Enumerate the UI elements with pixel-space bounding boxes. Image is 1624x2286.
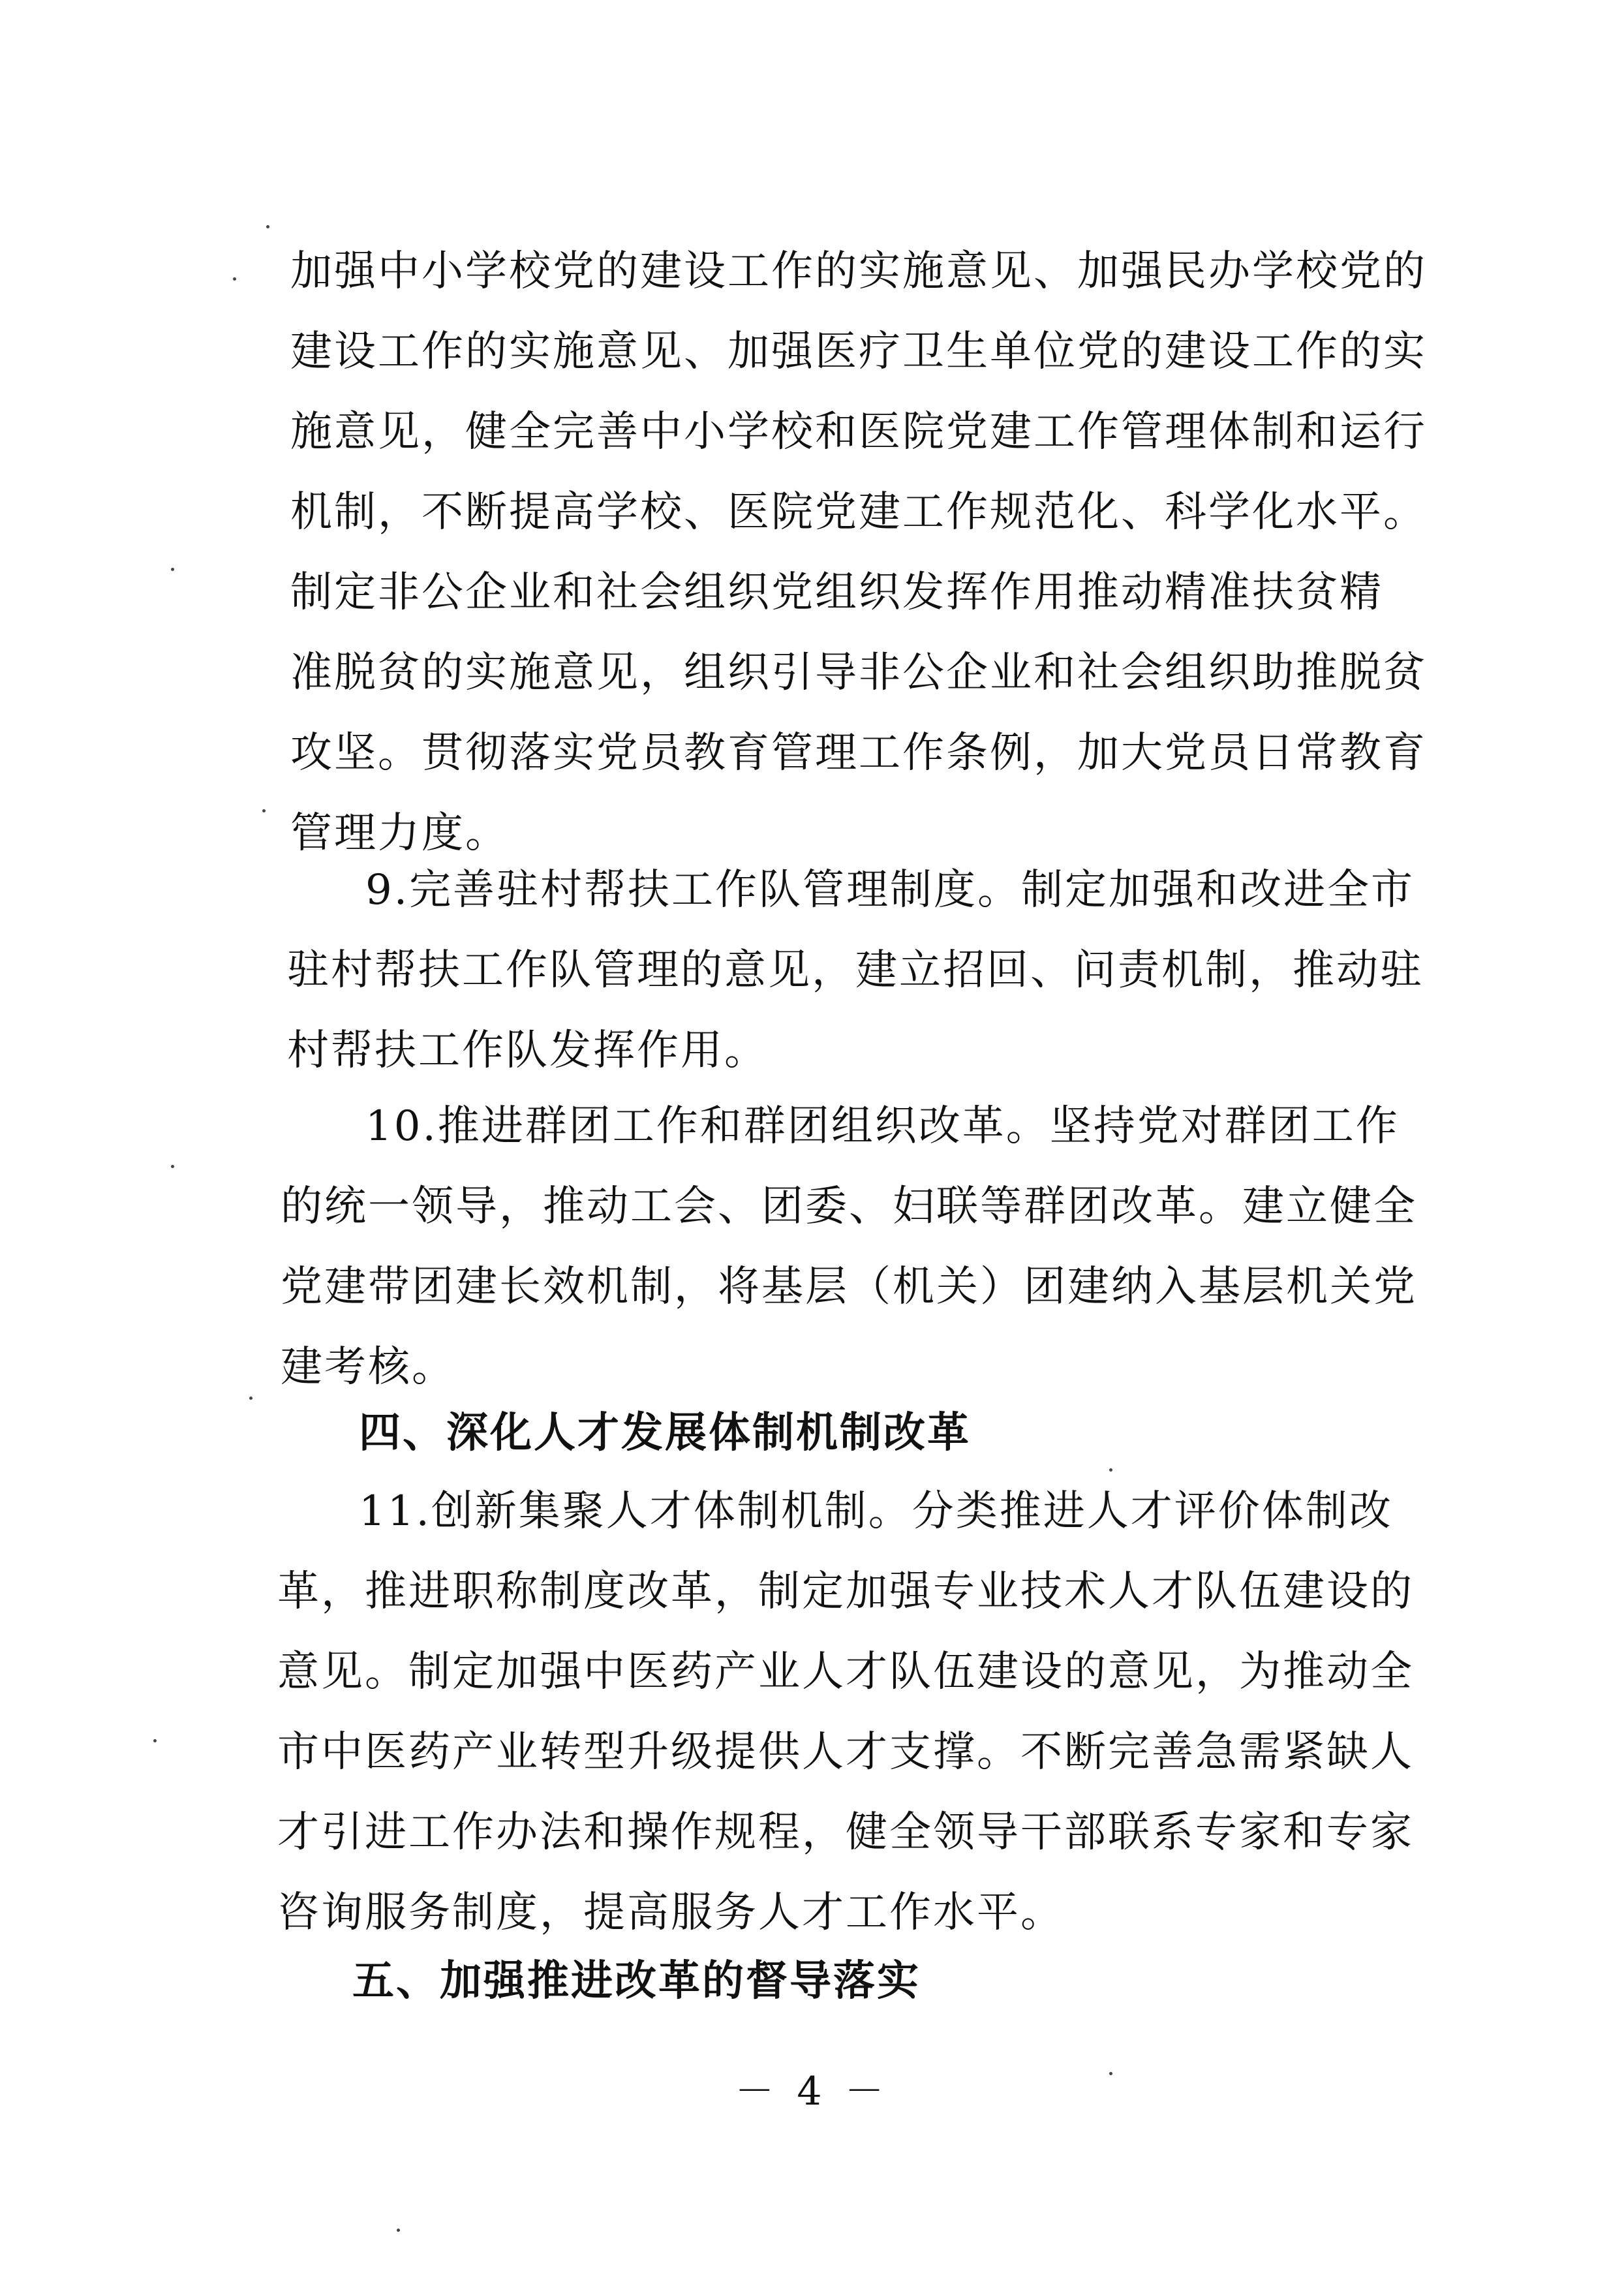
scan-speck [233, 277, 236, 281]
text-line: 攻坚。贯彻落实党员教育管理工作条例，加大党员日常教育 [290, 729, 1427, 777]
text-line: 的统一领导，推动工会、团委、妇联等群团改革。建立健全 [281, 1182, 1417, 1231]
text-line: 村帮扶工作队发挥作用。 [287, 1027, 768, 1075]
text-line: 加强中小学校党的建设工作的实施意见、加强民办学校党的 [290, 247, 1427, 296]
paragraph-party-building-schools [290, 232, 1427, 874]
text-line: 11.创新集聚人才体制机制。分类推进人才评价体制改 [359, 1487, 1393, 1536]
text-line: 建考核。 [281, 1343, 455, 1391]
paragraph-item-10 [281, 1087, 1417, 1408]
text-line: 管理力度。 [290, 809, 509, 857]
paragraph-item-9 [287, 850, 1424, 1091]
text-line: 市中医药产业转型升级提供人才支撑。不断完善急需紧缺人 [277, 1728, 1414, 1776]
scan-speck [266, 225, 269, 228]
text-line: 才引进工作办法和操作规程，健全领导干部联系专家和专家 [277, 1808, 1414, 1857]
scan-speck [171, 1165, 174, 1168]
scan-speck [1109, 2072, 1112, 2075]
paragraph-item-11 [277, 1472, 1414, 1953]
text-line: 建设工作的实施意见、加强医疗卫生单位党的建设工作的实 [290, 328, 1427, 376]
text-line: 10.推进群团工作和群团组织改革。坚持党对群团工作 [365, 1102, 1400, 1151]
text-line: 革，推进职称制度改革，制定加强专业技术人才队伍建设的 [277, 1568, 1414, 1616]
section-heading-4: 四、深化人才发展体制机制改革 [359, 1409, 971, 1457]
text-line: 党建带团建长效机制，将基层（机关）团建纳入基层机关党 [281, 1263, 1417, 1311]
scan-speck [171, 568, 174, 571]
section-heading-5: 五、加强推进改革的督导落实 [352, 1957, 921, 2005]
scan-speck [1109, 1468, 1112, 1472]
scan-speck [397, 2229, 400, 2232]
text-line: 驻村帮扶工作队管理的意见，建立招回、问责机制，推动驻 [287, 946, 1424, 995]
page-number: － 4 － [735, 2069, 889, 2114]
text-line: 机制，不断提高学校、医院党建工作规范化、科学化水平。 [290, 488, 1427, 536]
text-line: 咨询服务制度，提高服务人才工作水平。 [277, 1889, 1064, 1937]
scan-speck [249, 1397, 253, 1400]
text-line: 施意见，健全完善中小学校和医院党建工作管理体制和运行 [290, 408, 1427, 456]
scan-speck [153, 1739, 157, 1742]
text-line: 准脱贫的实施意见，组织引导非公企业和社会组织助推脱贫 [290, 649, 1427, 697]
text-line: 制定非公企业和社会组织党组织发挥作用推动精准扶贫精 [290, 568, 1383, 617]
text-line: 9.完善驻村帮扶工作队管理制度。制定加强和改进全市 [365, 866, 1415, 914]
text-line: 意见。制定加强中医药产业人才队伍建设的意见，为推动全 [277, 1648, 1414, 1696]
scan-speck [262, 809, 266, 812]
